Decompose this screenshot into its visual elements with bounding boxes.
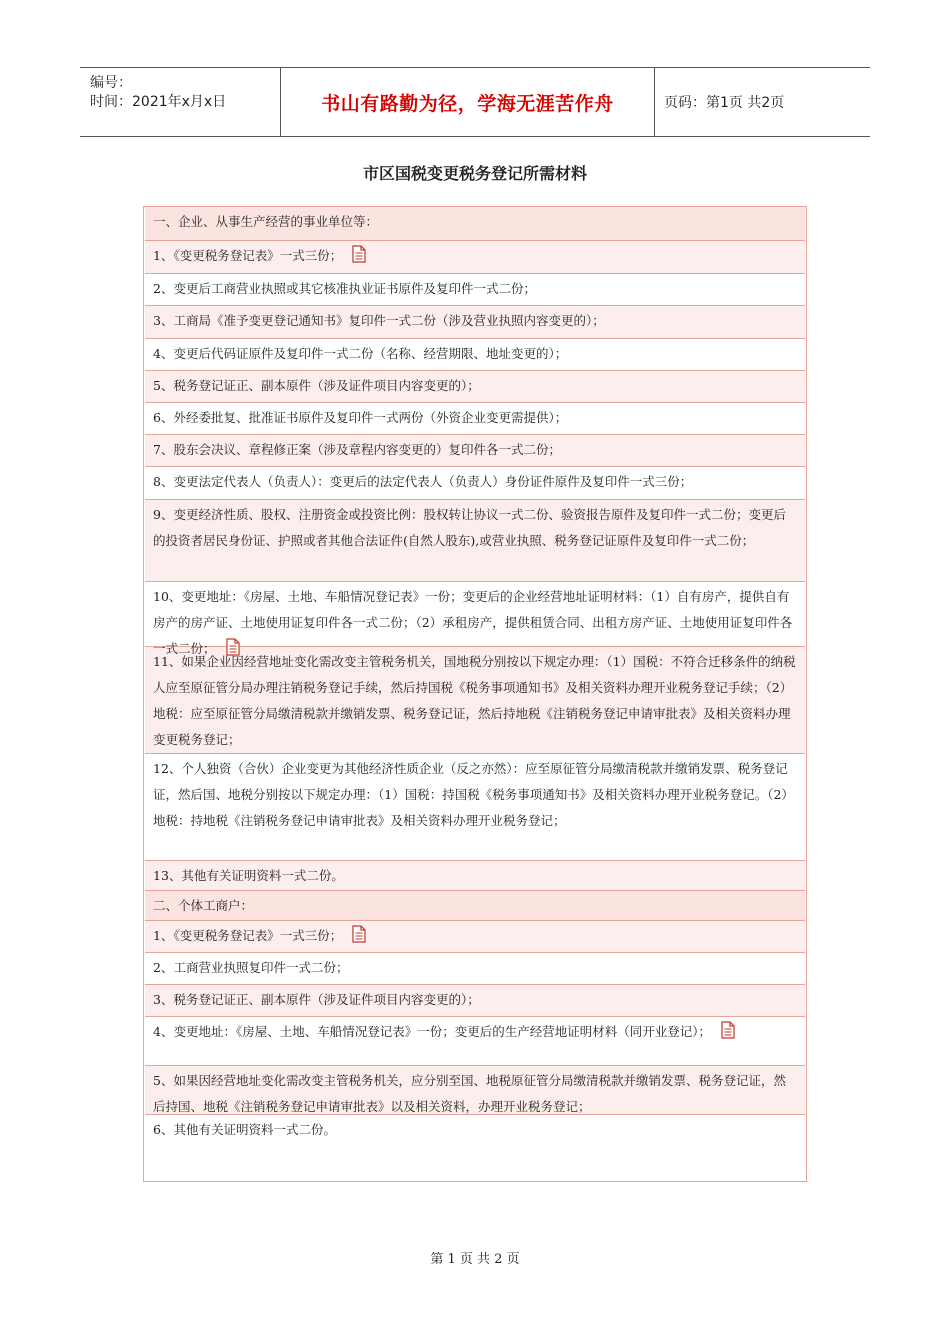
table-row [145,647,805,754]
table-row [145,274,805,306]
row-text: 2、工商营业执照复印件一式二份； [153,960,349,975]
table-row [145,403,805,435]
row-text: 5、税务登记证正、副本原件（涉及证件项目内容变更的）； [153,378,480,393]
table-row [145,1115,805,1149]
table-row [145,435,805,467]
page-label: 页码：第1页 共2页 [664,95,785,111]
table-row [145,754,805,861]
row-text: 6、其他有关证明资料一式二份。 [153,1122,336,1137]
header-motto-cell [280,68,655,136]
header-page-cell [654,68,870,136]
row-text: 6、外经委批复、批准证书原件及复印件一式两份（外资企业变更需提供）； [153,410,568,425]
table-row [145,339,805,371]
table-row [145,953,805,985]
table-row [145,241,805,274]
number-label: 编号： [90,75,132,91]
table-row [145,582,805,647]
row-text: 8、变更法定代表人（负责人）：变更后的法定代表人（负责人）身份证件原件及复印件一式三份； [153,474,693,489]
row-text: 3、工商局《准予变更登记通知书》复印件一式二份（涉及营业执照内容变更的）； [153,313,605,328]
document-icon[interactable] [352,925,366,943]
row-text: 一、企业、从事生产经营的事业单位等： [153,214,379,229]
page-footer: 第 1 页 共 2 页 [430,1252,520,1267]
row-text: 13、其他有关证明资料一式二份。 [153,868,344,883]
materials-table [143,206,807,1182]
document-icon[interactable] [352,245,366,263]
row-text: 9、变更经济性质、股权、注册资金或投资比例：股权转让协议一式二份、验资报告原件及复印件一式二份；变更后的投资者居民身份证、护照或者其他合法证件(自然人股东),或营业执照、税务登记证原件及复印件一式二份； [153,507,786,548]
table-row [145,306,805,339]
row-text: 1、《变更税务登记表》一式三份； [153,928,343,943]
table-row [145,1017,805,1066]
row-text: 二、个体工商户： [153,898,254,913]
row-text: 4、变更地址：《房屋、土地、车船情况登记表》一份；变更后的生产经营地证明材料（同开业登记）； [153,1024,711,1039]
table-row [145,891,805,921]
page-header [80,67,870,137]
table-row [145,500,805,582]
table-row [145,467,805,500]
header-meta [80,68,280,136]
row-text: 5、如果因经营地址变化需改变主管税务机关，应分别至国、地税原征管分局缴清税款并缴销发票、税务登记证，然后持国、地税《注销税务登记申请审批表》以及相关资料，办理开业税务登记； [153,1073,786,1114]
row-text: 1、《变更税务登记表》一式三份； [153,248,343,263]
table-row [145,1066,805,1115]
row-text: 3、税务登记证正、副本原件（涉及证件项目内容变更的）； [153,992,480,1007]
table-row [145,207,805,241]
document-icon[interactable] [721,1021,735,1039]
row-text: 2、变更后工商营业执照或其它核准执业证书原件及复印件一式二份； [153,281,536,296]
row-text: 4、变更后代码证原件及复印件一式二份（名称、经营期限、地址变更的）； [153,346,568,361]
row-text: 10、变更地址：《房屋、土地、车船情况登记表》一份；变更后的企业经营地址证明材料：（1）自有房产，提供自有房产的房产证、土地使用证复印件各一式二份；（2）承租房产，提供租赁合同、出租方房产证、土地使用证复印件各 [153,589,793,630]
row-text: 11、如果企业因经营地址变化需改变主管税务机关，国地税分别按以下规定办理：（1）国税：不符合迁移条件的纳税人应至原征管分局办理注销税务登记手续，然后持国税《税务事项通知书》及相关资料办理开业税务登记手续；（2）地税：应至原征管分局缴清税款并缴销发票、税务登记证，然后持地税《注销税务登记申请审批表》及相关资料办理变更税务登记； [153,654,796,747]
table-row [145,861,805,891]
row-text: 12、个人独资（合伙）企业变更为其他经济性质企业（反之亦然）：应至原征管分局缴清税款并缴销发票、税务登记证，然后国、地税分别按以下规定办理：（1）国税：持国税《税务事项通知书》及相关资料办理开业税务登记。（2）地税：持地税《注销税务登记申请审批表》及相关资料办理开业税务登记； [153,761,794,828]
motto-text: 书山有路勤为径，学海无涯苦作舟 [321,92,614,115]
table-row [145,371,805,403]
date-label: 时间：2021年x月x日 [90,94,227,110]
table-row [145,921,805,953]
row-text: 7、股东会决议、章程修正案（涉及章程内容变更的）复印件各一式二份； [153,442,561,457]
table-row [145,985,805,1017]
document-title: 市区国税变更税务登记所需材料 [362,164,587,183]
